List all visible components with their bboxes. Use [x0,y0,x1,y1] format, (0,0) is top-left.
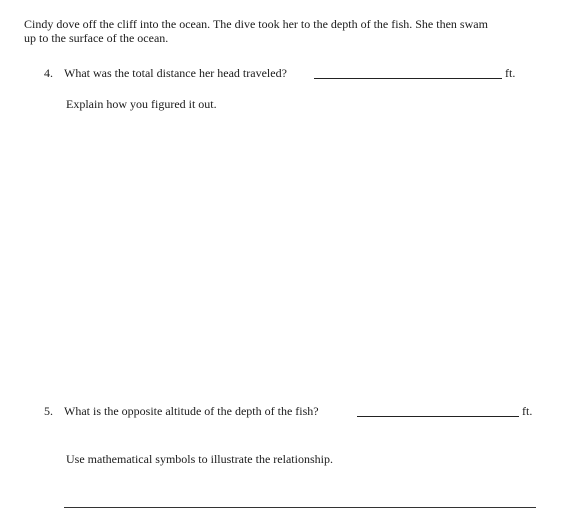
question-4-answer-blank[interactable] [314,78,502,79]
question-5-answer-blank[interactable] [357,416,519,417]
question-5-answer-line[interactable] [64,507,536,508]
intro-line-2: up to the surface of the ocean. [24,31,169,45]
question-5-number: 5. [44,404,53,418]
question-5-unit: ft. [522,404,533,418]
question-4-unit: ft. [505,66,516,80]
question-5-text: What is the opposite altitude of the depth of the fish? [64,404,319,418]
question-4-number: 4. [44,66,53,80]
question-5-followup: Use mathematical symbols to illustrate the relationship. [66,452,333,466]
intro-line-1: Cindy dove off the cliff into the ocean. The dive took her to the depth of the fish. She then swam [24,17,488,31]
question-4-followup: Explain how you figured it out. [66,97,217,111]
question-4-text: What was the total distance her head traveled? [64,66,287,80]
